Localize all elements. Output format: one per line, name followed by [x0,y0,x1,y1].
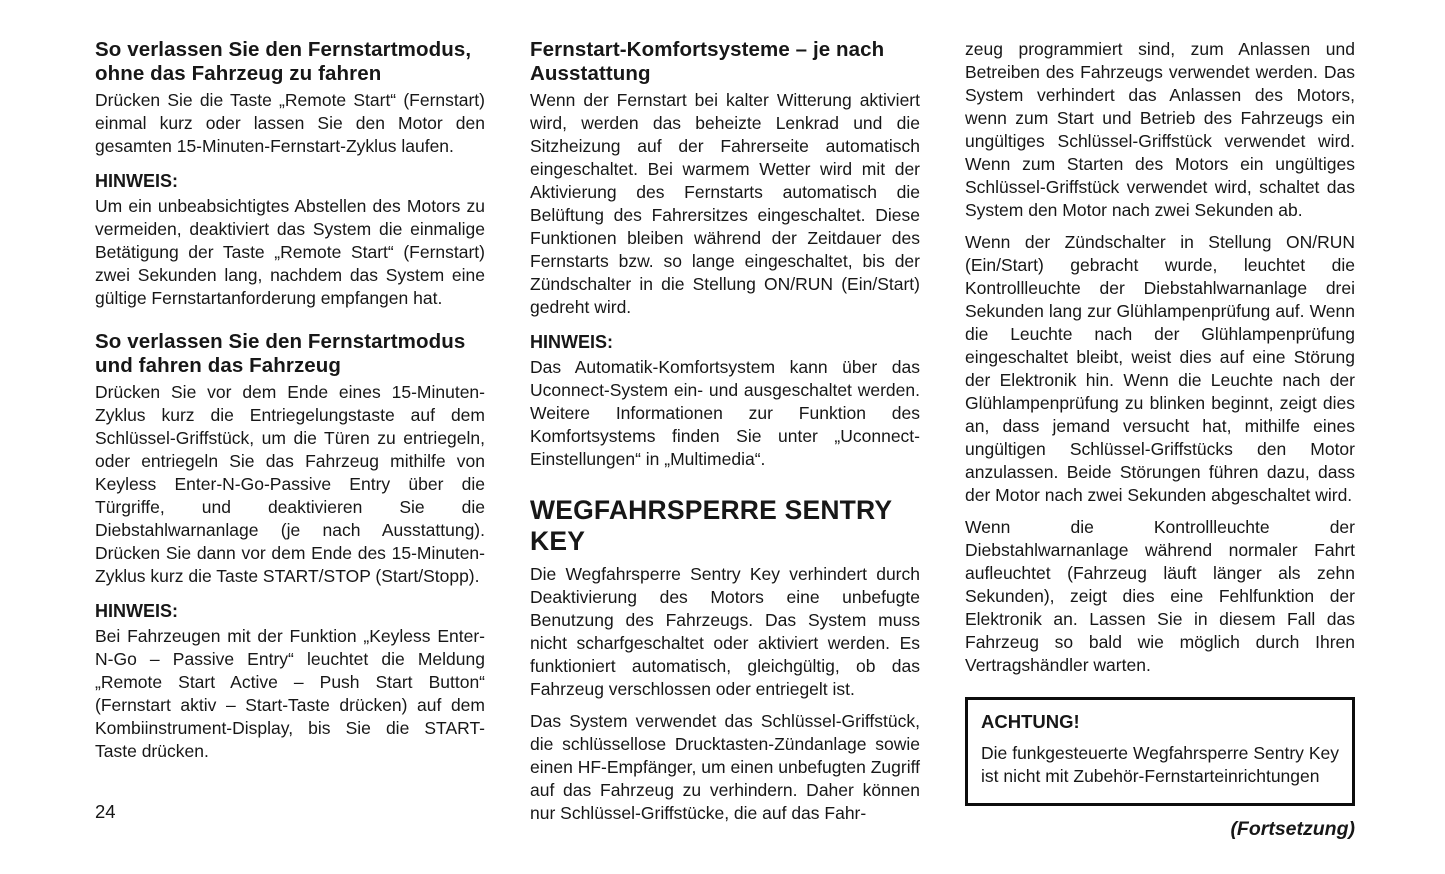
page-number: 24 [95,801,116,822]
paragraph-comfort-systems: Wenn der Fernstart bei kalter Witterung aktiviert wird, werden das beheizte Lenkrad und die Sitzheizung auf der Fahrerseite automatisch eingeschaltet. Bei warmem Wetter wird mit der Aktivierung des Fernstarts automatisch die Belüftung des Fahrersitzes eingeschaltet. Diese Funktionen bleiben während der Zeitdauer des Fernstarts bzw. so lange eingeschaltet, bis der Zündschalter in die Stellung ON/RUN (Ein/Start) gedreht wird. [530,90,920,317]
column-middle [530,38,920,834]
section-heading-remote-start-comfort: Fernstart-Komfortsysteme – je nach Ausstattung [530,38,885,85]
note-label: HINWEIS: [95,601,178,621]
section-heading-exit-remote-start-drive: So verlassen Sie den Fernstartmodus und fahren das Fahrzeug [95,330,466,377]
paragraph-indicator-during-driving: Wenn die Kontrollleuchte der Diebstahlwarnanlage während normaler Fahrt aufleuchtet (Fahrzeug läuft länger als zehn Sekunden), zeigt dies eine Fehlfunktion der Elektronik an. Lassen Sie in diesem Fall das Fahrzeug so bald wie möglich durch Ihren Vertragshändler warten. [965,517,1355,675]
text-columns [95,38,1355,841]
caution-box-title: ACHTUNG! [981,711,1080,732]
column-left [95,38,485,772]
caution-box-text: Die funkgesteuerte Wegfahrsperre Sentry Key ist nicht mit Zubehör-Fernstarteinrichtungen [981,743,1339,786]
paragraph-sentry-key-intro: Die Wegfahrsperre Sentry Key verhindert durch Deaktivierung des Motors eine unbefugte Benutzung des Fahrzeugs. Das System muss nicht scharfgeschaltet oder aktiviert werden. Es funktioniert automatisch, gleichgültig, ob das Fahrzeug verschlossen oder entriegelt ist. [530,564,920,699]
chapter-heading-sentry-key-immobilizer: WEGFAHRSPERRE SENTRY KEY [530,495,892,556]
paragraph-theft-alarm-indicator-bulb-check: Wenn der Zündschalter in Stellung ON/RUN (Ein/Start) gebracht wurde, leuchtet die Kontrollleuchte der Diebstahlwarnanlage drei Sekunden lang zur Glühlampenprüfung auf. Wenn die Leuchte nach der Glühlampenprüfung eingeschaltet bleibt, weist dies auf eine Störung der Elektronik hin. Wenn die Leuchte nach der Glühlampenprüfung zu blinken beginnt, zeigt dies an, dass jemand versucht hat, mithilfe eines ungültigen Schlüssel-Griffstücks den Motor anzulassen. Beide Störungen führen dazu, dass der Motor nach zwei Sekunden abgeschaltet wird. [965,232,1355,505]
continuation-note: (Fortsetzung) [1230,818,1355,840]
note-label: HINWEIS: [95,171,178,191]
paragraph-sentry-key-components: Das System verwendet das Schlüssel-Griffstück, die schlüssellose Drucktasten-Zündanlage sowie einen HF-Empfänger, um einen unbefugten Zugriff auf das Fahrzeug zu verhindern. Daher können nur Schlüssel-Griffstücke, die auf das Fahr- [530,711,920,823]
note-label: HINWEIS: [530,332,613,352]
note-text-accidental-engine-stop: Um ein unbeabsichtigtes Abstellen des Motors zu vermeiden, deaktiviert das System die einmalige Betätigung der Taste „Remote Start“ (Fernstart) zwei Sekunden lang, nachdem das System eine gültige Fernstartanforderung empfangen hat. [95,196,485,308]
paragraph-exit-remote-start-drive: Drücken Sie vor dem Ende eines 15-Minuten-Zyklus kurz die Entriegelungstaste auf dem Schlüssel-Griffstück, um die Türen zu entriegeln, oder entriegeln Sie das Fahrzeug mithilfe von Keyless Enter-N-Go-Passive Entry über die Türgriffe, und deaktivieren Sie die Diebstahlwarnanlage (je nach Ausstattung). Drücken Sie dann vor dem Ende des 15-Minuten-Zyklus kurz die Taste START/STOP (Start/Stopp). [95,382,485,586]
section-heading-exit-remote-start-no-drive: So verlassen Sie den Fernstartmodus, ohne das Fahrzeug zu fahren [95,38,472,85]
note-text-keyless-enter-n-go: Bei Fahrzeugen mit der Funktion „Keyless Enter-N-Go – Passive Entry“ leuchtet die Meldung „Remote Start Active – Push Start Button“ (Fernstart aktiv – Start-Taste drücken) auf dem Kombiinstrument-Display, bis Sie die START-Taste drücken. [95,626,485,761]
note-text-uconnect-comfort: Das Automatik-Komfortsystem kann über das Uconnect-System ein- und ausgeschaltet werden. Weitere Informationen zur Funktion des Komfortsystems finden Sie unter „Uconnect-Einstellungen“ in „Multimedia“. [530,357,920,469]
paragraph-exit-remote-start-no-drive: Drücken Sie die Taste „Remote Start“ (Fernstart) einmal kurz oder lassen Sie den Motor den gesamten 15-Minuten-Fernstart-Zyklus laufen. [95,90,485,156]
paragraph-programmed-key-fobs: zeug programmiert sind, zum Anlassen und Betreiben des Fahrzeugs verwendet werden. Das System verhindert das Anlassen des Motors, wenn zum Start und Betrieb des Fahrzeugs ein ungültiges Schlüssel-Griffstück verwendet wird. Wenn zum Starten des Motors ein ungültiges Schlüssel-Griffstück verwendet wird, schaltet das System den Motor nach zwei Sekunden ab. [965,39,1355,220]
column-right [965,38,1355,841]
caution-box [965,697,1355,806]
